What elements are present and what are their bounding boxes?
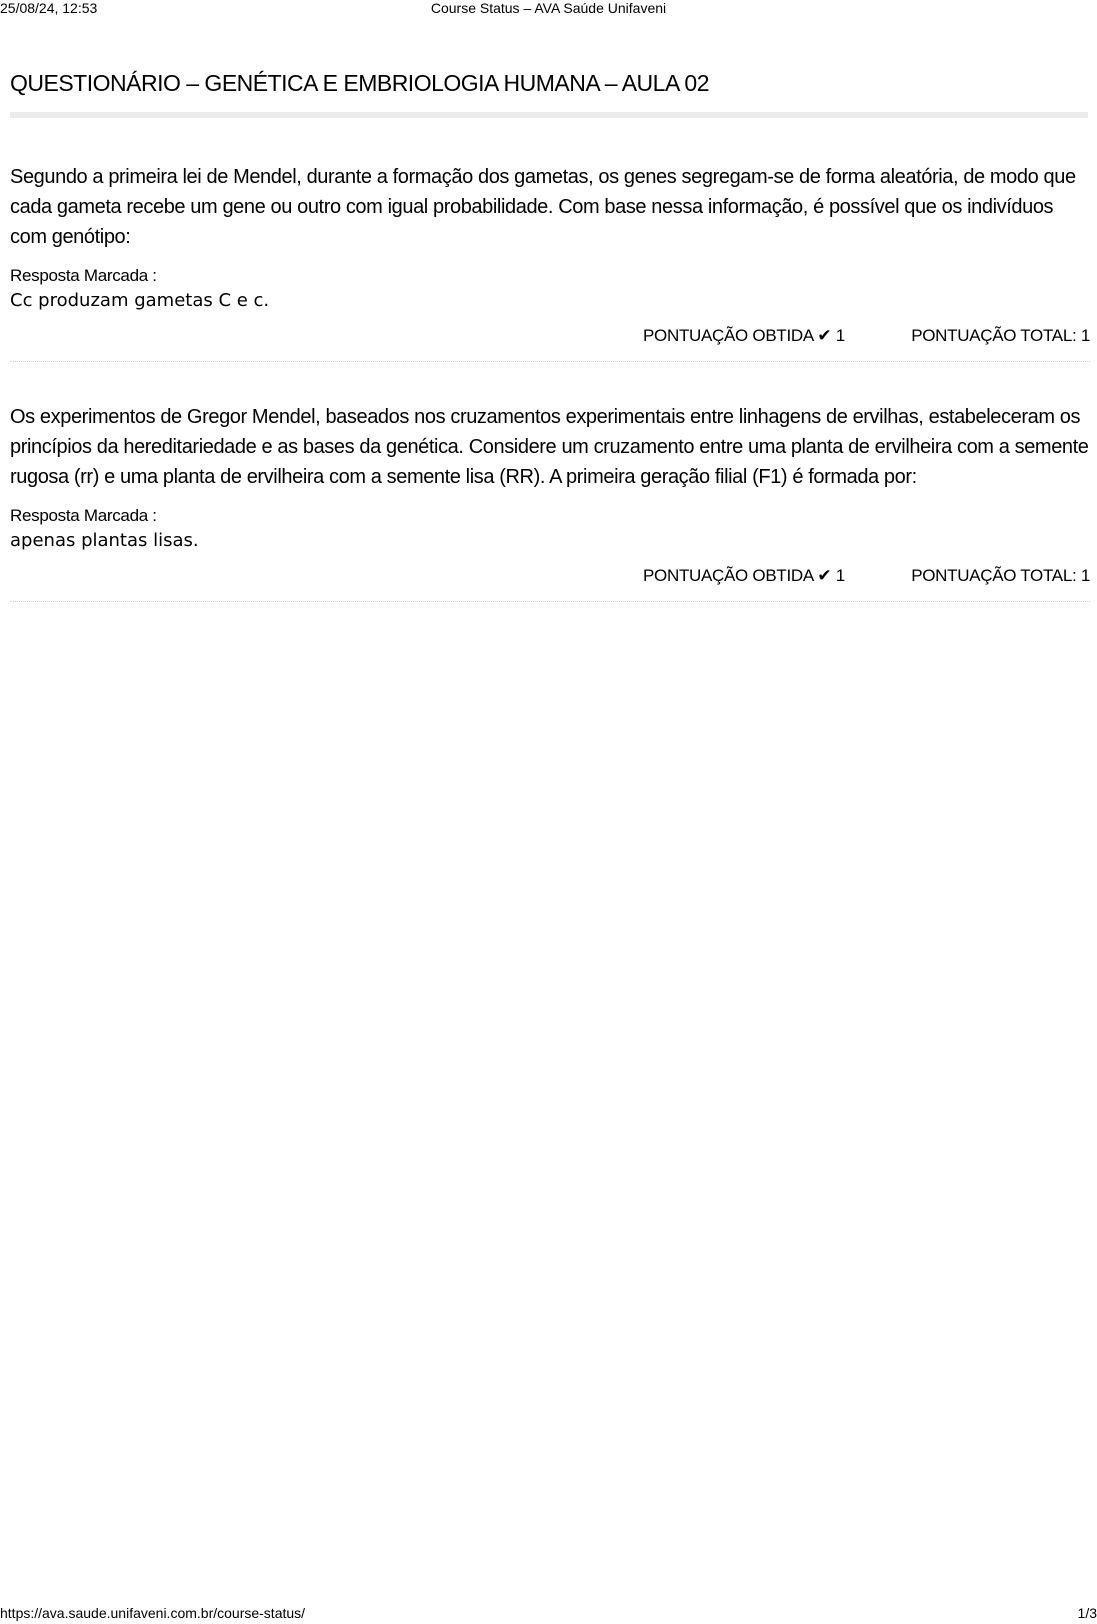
print-page-number: 1/3 — [1077, 1605, 1097, 1621]
answer-value: Cc produzam gametas C e c. — [10, 290, 270, 311]
print-url: https://ava.saude.unifaveni.com.br/course-status/ — [0, 1605, 306, 1621]
question-text: Os experimentos de Gregor Mendel, baseados nos cruzamentos experimentais entre linhagens de ervilhas, estabeleceram os princípios da hereditariedade e as bases da genética. Considere um cruzamento entre uma planta de ervilheira com a semente rugosa (rr) e uma planta de ervilheira com a semente lisa (RR). A primeira geração filial (F1) é formada por: — [10, 406, 1089, 488]
print-page-title: Course Status – AVA Saúde Unifaveni — [430, 0, 667, 16]
answer-label: Resposta Marcada : — [10, 506, 157, 525]
score-obtained-label: PONTUAÇÃO OBTIDA — [643, 566, 813, 585]
score-row — [10, 326, 1090, 356]
question-separator — [10, 601, 1090, 602]
question-text: Segundo a primeira lei de Mendel, durante a formação dos gametas, os genes segregam-se de forma aleatória, de modo que cada gameta recebe um gene ou outro com igual probabilidade. Com base nessa informação, é possível que os indivíduos com genótipo: — [10, 166, 1076, 248]
quiz-title: QUESTIONÁRIO – GENÉTICA E EMBRIOLOGIA HUMANA – AULA 02 — [10, 70, 709, 96]
question-separator — [10, 361, 1090, 362]
score-total: PONTUAÇÃO TOTAL: 1 — [911, 326, 1090, 345]
score-obtained-label: PONTUAÇÃO OBTIDA — [643, 326, 813, 345]
score-total: PONTUAÇÃO TOTAL: 1 — [911, 566, 1090, 585]
title-divider — [10, 112, 1088, 118]
question-block-1 — [10, 162, 1090, 362]
print-datetime: 25/08/24, 12:53 — [0, 0, 98, 16]
score-row — [10, 566, 1090, 596]
score-obtained — [643, 566, 845, 586]
score-obtained-value: 1 — [835, 326, 845, 345]
score-obtained-value: 1 — [835, 566, 845, 585]
check-icon: ✔ — [817, 566, 832, 586]
print-footer — [0, 1605, 1097, 1623]
check-icon: ✔ — [817, 326, 832, 346]
answer-label: Resposta Marcada : — [10, 266, 157, 285]
print-header — [0, 0, 1097, 20]
score-obtained — [643, 326, 845, 346]
question-block-2 — [10, 402, 1090, 602]
answer-value: apenas plantas lisas. — [10, 530, 199, 551]
